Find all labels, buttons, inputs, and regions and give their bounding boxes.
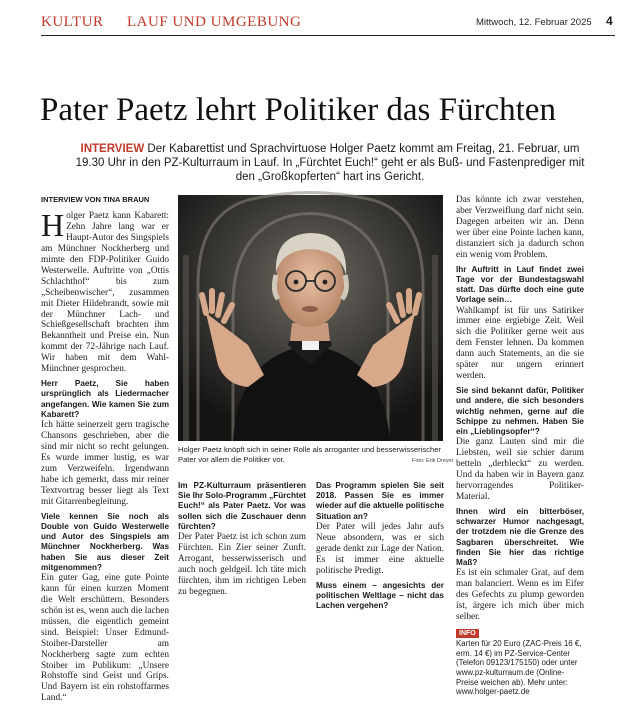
question: Das Programm spielen Sie seit 2018. Passen Sie es immer wieder auf die aktuelle politische Situation an? <box>316 481 444 521</box>
answer: Ein guter Gag, eine gute Pointe kann für einen kurzen Moment die Welt erschüttern. Besonders schön ist es, wenn auch die lachen müssen, die eigentlich gemeint sind. Beispiel: Unser Edmund-Stoiber-Darsteller am Nockherberg sagte zum echten Stoiber im Publikum: „Unsere Rohstoffe sind Geist und Grips. Und Bayern ist ein rohstoffarmes Land.“ <box>41 572 169 704</box>
article-column-3 <box>316 477 444 611</box>
article-column-2 <box>178 477 306 600</box>
subsection-label: LAUF UND UMGEBUNG <box>127 14 302 30</box>
question: Ihnen wird ein bitterböser, schwarzer Humor nachgesagt, der trotzdem nie die Grenze des Sagbaren überschreitet. Wie finden Sie hier das richtige Maß? <box>456 506 584 567</box>
article-column-1 <box>41 195 169 706</box>
page-number: 4 <box>606 14 613 28</box>
drop-cap: H <box>41 206 65 243</box>
answer: Es ist ein schmaler Grat, auf dem man balanciert. Wenn es im Eifer des Gefechts zu plump geworden ist, ärgere ich mich über mich selber. <box>456 568 584 622</box>
article-intro <box>70 142 590 184</box>
question: Sie sind bekannt dafür, Politiker und andere, die sich besonders wichtig nehmen, gerne auf die Schippe zu nehmen. Haben Sie ein „Lieblingsopfer“? <box>456 386 584 437</box>
question: Herr Paetz, Sie haben ursprünglich als Liedermacher angefangen. Wie kamen Sie zum Kabarett? <box>41 379 169 419</box>
question: Muss einem – angesichts der politischen Weltlage – nicht das Lachen vergehen? <box>316 580 444 610</box>
section-label: KULTUR <box>41 14 104 30</box>
info-badge: INFO <box>456 629 479 638</box>
page-header <box>0 0 628 34</box>
article-column-4 <box>456 195 584 697</box>
lead-text: olger Paetz kann Kabarett: Zehn Jahre lang war er Haupt-Autor des Singspiels am Münchner Nockherberg und mimte den FDP-Politiker Guido Westerwelle. Auftritte von „Ottis Schlachthof“ bis zum „Scheibenwischer“, zusammen mit Dieter Hildebrandt, sowie mit der Münchner Lach- und Schießgesellschaft brachten ihm Bekanntheit und Preise ein. Nun kommt der 72-Jährige nach Lauf. Wir haben mit dem Wahl-Münchner gesprochen. <box>41 210 169 375</box>
byline: INTERVIEW VON TINA BRAUN <box>41 195 150 204</box>
photo-pater-illustration <box>178 195 443 441</box>
answer: Die ganz Lauten sind mir die Liebsten, weil sie schier darum betteln „derbleckt“ zu werden. Und da haben wir in Bayern ganz hervorragendes Politiker-Material. <box>456 437 584 502</box>
photo-caption: Holger Paetz knöpft sich in seiner Rolle als arroganter und besserwisserischer Pater vor allem die Politiker vor. <box>178 445 441 464</box>
answer: Der Pater will jedes Jahr aufs Neue absondern, was er sich gerade denkt zur Lage der Nation. Es ist immer eine aktuelle politische Predigt. <box>316 521 444 576</box>
article-headline: Pater Paetz lehrt Politiker das Fürchten <box>40 92 556 128</box>
question: Ihr Auftritt in Lauf findet zwei Tage vor der Bundestagswahl statt. Das dürfte doch eine gute Vorlage sein… <box>456 264 584 305</box>
answer: Das könnte ich zwar verstehen, aber Verzweiflung darf nicht sein. Dagegen arbeiten wir an. Denn wer über eine Pointe lachen kann, distanziert sich ja dadurch schon ein wenig vom Problem. <box>456 195 584 260</box>
photo-credit: Foto: Erik Dreyer <box>412 458 454 464</box>
article-photo <box>178 195 443 441</box>
lead-paragraph <box>41 206 169 375</box>
info-text: Karten für 20 Euro (ZAC-Preis 16 €, erm. 14 €) im PZ-Service-Center (Telefon 09123/175150) oder unter www.pz-kulturraum.de (Online-Preise weichen ab). Mehr unter: www.holger-paetz.de <box>456 638 582 697</box>
answer: Wahlkampf ist für uns Satiriker immer eine ergiebige Zeit. Weil sich die Politiker gerne weit aus dem Fenster lehnen. Da kommen dann auch Statements, an die sie später nur ungern erinnert werden. <box>456 305 584 382</box>
answer: Der Pater Paetz ist ich schon zum Fürchten. Ein Zier seiner Zunft. Arrogant, besserwisserisch und auch noch geldgeil. Ich täte mich fürchten, ihm im richtigen Leben zu begegnen. <box>178 532 306 597</box>
answer: Ich hätte seinerzeit gern tragische Chansons geschrieben, aber die sind mir nicht so recht gelungen. Es wurde immer lustig, es war zum Verzweifeln. Irgendwann habe ich gemerkt, dass mir reiner Textvortrag besser liegt als Text mit Gitarrenbegleitung. <box>41 420 169 507</box>
header-rule <box>41 35 615 36</box>
question: Viele kennen Sie noch als Double von Guido Westerwelle und Autor des Singspiels am Münchner Nockherberg. Was haben Sie aus dieser Zeit mitgenommen? <box>41 511 169 572</box>
issue-date: Mittwoch, 12. Februar 2025 <box>476 17 592 28</box>
intro-kicker: INTERVIEW <box>80 143 145 155</box>
question: Im PZ-Kulturraum präsentieren Sie Ihr Solo-Programm „Fürchtet Euch!“ als Pater Paetz. Vor was sollen sich die Zuschauer denn fürchten? <box>178 481 306 531</box>
intro-text: Der Kabarettist und Sprachvirtuose Holger Paetz kommt am Freitag, 21. Februar, um 19.30 Uhr in den PZ-Kulturraum in Lauf. In „Fürchtet Euch!“ geht er als Buß- und Fastenprediger mit den „Großkopferten“ hart ins Gericht. <box>75 143 585 183</box>
